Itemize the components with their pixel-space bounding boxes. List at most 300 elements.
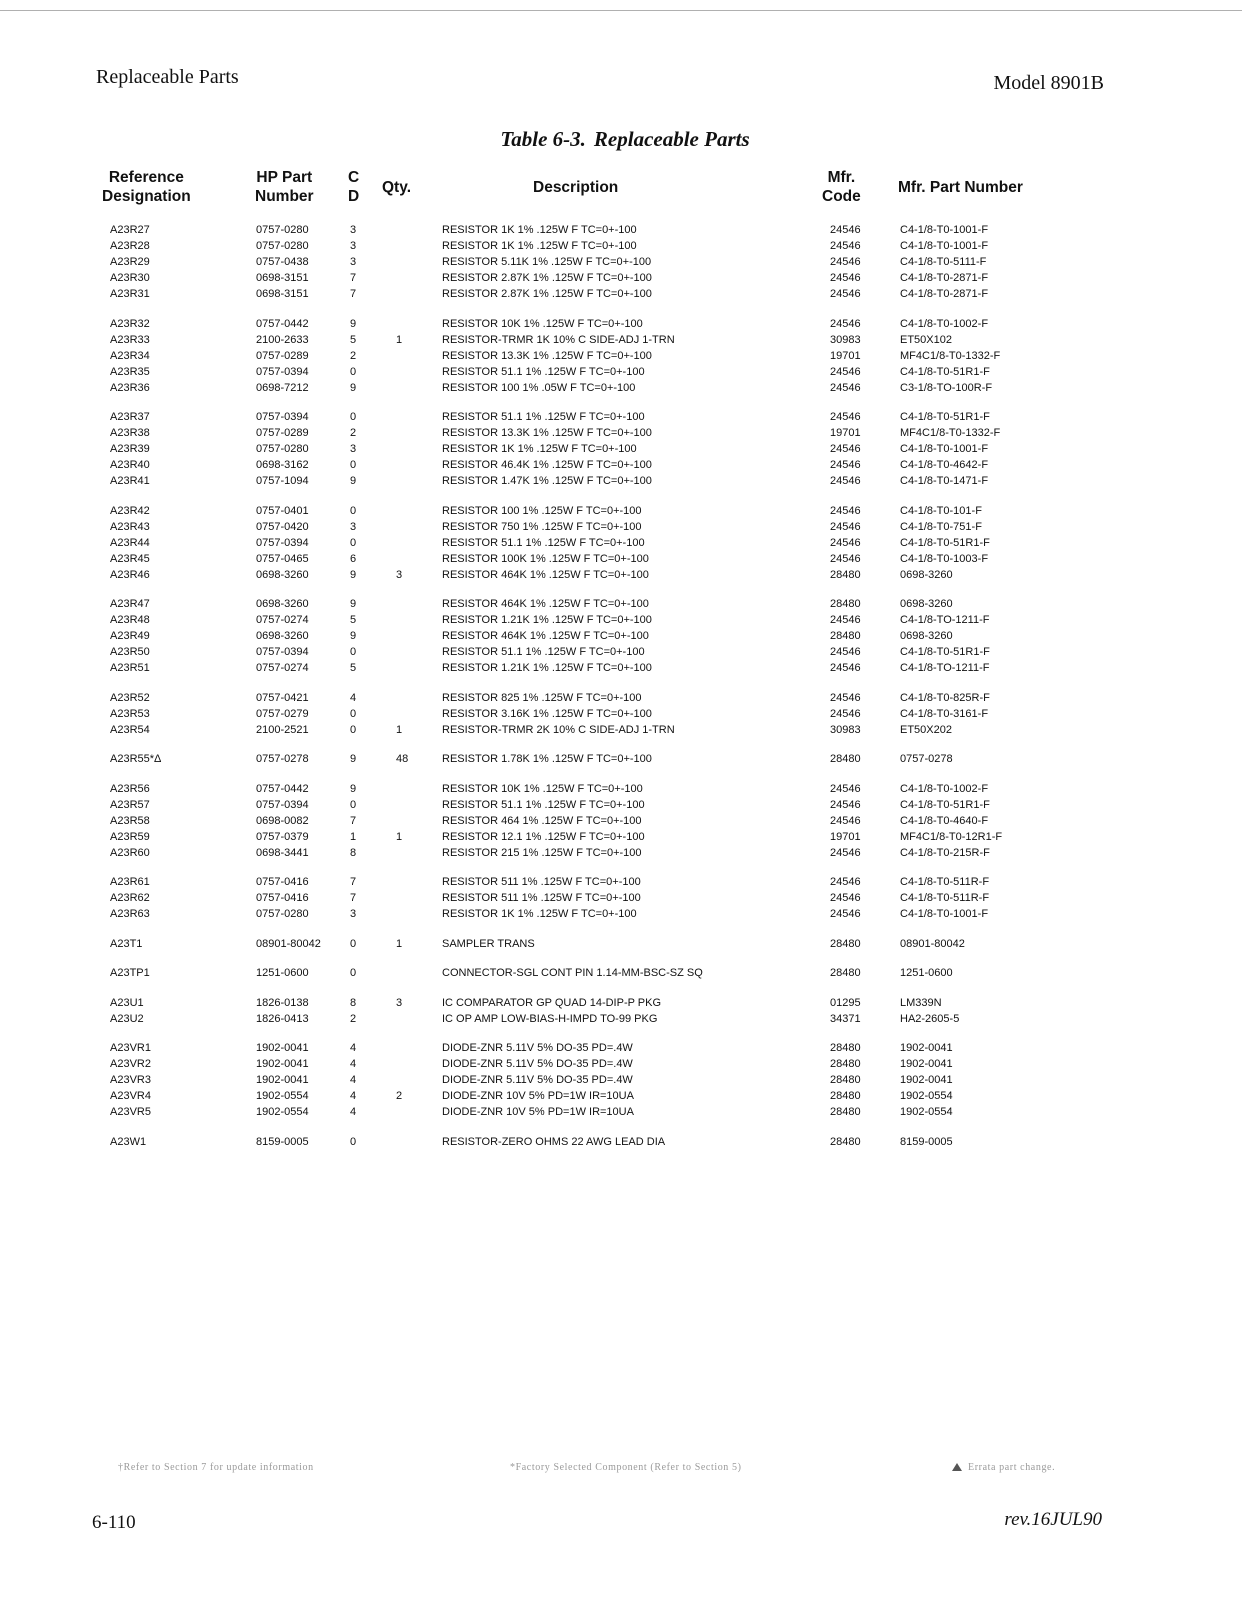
cell-mpn: C4-1/8-T0-1003-F: [900, 552, 989, 565]
cell-mfr: 24546: [830, 846, 861, 859]
cell-ref: A23U2: [110, 1012, 144, 1025]
cell-desc: RESISTOR 100K 1% .125W F TC=0+-100: [442, 552, 649, 565]
cell-ref: A23R39: [110, 443, 150, 455]
cell-cd: 0: [350, 365, 357, 378]
cell-ref: A23VR5: [110, 1106, 151, 1118]
cell-cd: 2: [350, 1012, 357, 1025]
cell-hp: 1902-0041: [256, 1074, 309, 1086]
table-row: [0, 350, 1242, 366]
cell-mfr: 24546: [830, 908, 861, 920]
cell-qty: 48: [396, 753, 409, 765]
cell-cd: 4: [350, 1074, 357, 1086]
cell-mfr: 28480: [830, 967, 861, 979]
cell-hp: 1902-0554: [256, 1090, 309, 1102]
cell-cd: 0: [350, 411, 357, 423]
top-rule: [0, 10, 1242, 11]
cell-hp: 0757-0394: [256, 536, 309, 549]
table-row: [0, 967, 1242, 983]
page-number: 6-110: [92, 1512, 136, 1533]
cell-mfr: 24546: [830, 798, 861, 811]
cell-ref: A23R45: [110, 552, 150, 565]
cell-cd: 0: [350, 536, 357, 549]
cell-mfr: 24546: [830, 646, 861, 658]
table-row: [0, 630, 1242, 646]
cell-desc: IC OP AMP LOW-BIAS-H-IMPD TO-99 PKG: [442, 1012, 658, 1025]
table-row: [0, 443, 1242, 459]
cell-mpn: 8159-0005: [900, 1135, 953, 1148]
cell-ref: A23W1: [110, 1135, 147, 1148]
cell-mpn: C4-1/8-T0-5111-F: [900, 256, 987, 268]
cell-cd: 4: [350, 1058, 357, 1070]
cell-cd: 3: [350, 443, 357, 455]
cell-hp: 0757-0401: [256, 504, 309, 517]
cell-mpn: ET50X202: [900, 723, 952, 736]
cell-hp: 08901-80042: [256, 937, 321, 950]
cell-desc: DIODE-ZNR 5.11V 5% DO-35 PD=.4W: [442, 1042, 633, 1054]
table-row: [0, 614, 1242, 630]
cell-mpn: C4-1/8-T0-511R-F: [900, 892, 990, 904]
cell-cd: 0: [350, 1135, 357, 1148]
table-row: [0, 1013, 1242, 1029]
cell-mpn: C4-1/8-T0-101-F: [900, 504, 982, 517]
cell-mfr: 28480: [830, 1058, 861, 1070]
cell-hp: 0698-3151: [256, 288, 309, 300]
cell-desc: RESISTOR 12.1 1% .125W F TC=0+-100: [442, 830, 645, 843]
table-row: [0, 334, 1242, 350]
cell-mpn: C4-1/8-T0-51R1-F: [900, 646, 990, 658]
cell-desc: RESISTOR 5.11K 1% .125W F TC=0+-100: [442, 256, 652, 268]
cell-mpn: LM339N: [900, 996, 942, 1009]
cell-hp: 0757-0280: [256, 443, 309, 455]
cell-cd: 3: [350, 256, 357, 268]
cell-mfr: 24546: [830, 256, 861, 268]
model-header: Model 8901B: [993, 72, 1104, 94]
cell-ref: A23R62: [110, 892, 150, 904]
cell-mfr: 24546: [830, 381, 861, 394]
cell-cd: 9: [350, 381, 357, 394]
cell-mfr: 28480: [830, 753, 861, 765]
cell-desc: RESISTOR 1.21K 1% .125W F TC=0+-100: [442, 662, 652, 674]
cell-cd: 9: [350, 475, 357, 487]
cell-hp: 0698-3260: [256, 568, 309, 581]
cell-mpn: 1902-0554: [900, 1090, 953, 1102]
table-row: [0, 783, 1242, 799]
cell-desc: RESISTOR 10K 1% .125W F TC=0+-100: [442, 782, 643, 795]
col-header-description: Description: [533, 179, 619, 196]
cell-cd: 5: [350, 333, 357, 346]
cell-hp: 0757-0379: [256, 830, 309, 843]
cell-mpn: C4-1/8-T0-51R1-F: [900, 365, 990, 378]
parts-table: [0, 224, 1242, 1152]
cell-cd: 9: [350, 598, 357, 610]
cell-mfr: 30983: [830, 723, 861, 736]
cell-mfr: 24546: [830, 782, 861, 795]
footnote-factory-selected: *Factory Selected Component (Refer to Section 5): [510, 1462, 742, 1473]
section-header: Replaceable Parts: [96, 66, 239, 88]
cell-cd: 3: [350, 520, 357, 533]
table-row: [0, 505, 1242, 521]
cell-cd: 9: [350, 568, 357, 581]
cell-desc: RESISTOR 511 1% .125W F TC=0+-100: [442, 876, 641, 888]
cell-mpn: 1902-0041: [900, 1058, 953, 1070]
cell-cd: 4: [350, 1042, 357, 1054]
cell-ref: A23R49: [110, 630, 150, 642]
cell-mfr: 34371: [830, 1012, 861, 1025]
cell-hp: 0757-0279: [256, 707, 309, 720]
cell-mfr: 28480: [830, 1090, 861, 1102]
cell-hp: 0757-0420: [256, 520, 309, 533]
cell-ref: A23R57: [110, 798, 150, 811]
cell-ref: A23VR3: [110, 1074, 151, 1086]
table-row: [0, 318, 1242, 334]
cell-desc: RESISTOR 750 1% .125W F TC=0+-100: [442, 520, 642, 533]
cell-hp: 0698-3260: [256, 598, 309, 610]
cell-ref: A23R60: [110, 846, 150, 859]
cell-hp: 0698-3260: [256, 630, 309, 642]
cell-hp: 0757-0416: [256, 876, 309, 888]
table-number: Table 6-3.: [500, 127, 586, 151]
cell-hp: 0757-0438: [256, 256, 309, 268]
cell-desc: RESISTOR 13.3K 1% .125W F TC=0+-100: [442, 349, 652, 362]
delta-icon: [952, 1463, 962, 1471]
cell-cd: 4: [350, 1090, 357, 1102]
cell-ref: A23R38: [110, 427, 150, 439]
revision-date: rev.16JUL90: [1004, 1509, 1102, 1530]
cell-cd: 7: [350, 272, 357, 284]
footnote-errata: Errata part change.: [952, 1462, 1055, 1473]
cell-mfr: 24546: [830, 552, 861, 565]
cell-ref: A23R50: [110, 646, 150, 658]
cell-mpn: C4-1/8-T0-1001-F: [900, 240, 989, 252]
table-row: [0, 1058, 1242, 1074]
cell-desc: RESISTOR 1.21K 1% .125W F TC=0+-100: [442, 614, 652, 626]
table-row: [0, 1074, 1242, 1090]
cell-mfr: 28480: [830, 568, 861, 581]
cell-cd: 4: [350, 691, 357, 704]
cell-mpn: C4-1/8-T0-1001-F: [900, 224, 989, 236]
cell-cd: 9: [350, 753, 357, 765]
cell-desc: RESISTOR 1.47K 1% .125W F TC=0+-100: [442, 475, 652, 487]
cell-ref: A23R36: [110, 381, 150, 394]
cell-hp: 0757-0442: [256, 782, 309, 795]
cell-mfr: 24546: [830, 240, 861, 252]
cell-cd: 8: [350, 996, 357, 1009]
col-header-mfr-code: Mfr. Code: [822, 169, 861, 205]
cell-mpn: 0757-0278: [900, 753, 953, 765]
cell-mfr: 24546: [830, 691, 861, 704]
table-row: [0, 1042, 1242, 1058]
cell-hp: 0757-0394: [256, 411, 309, 423]
cell-mfr: 24546: [830, 459, 861, 471]
cell-desc: DIODE-ZNR 10V 5% PD=1W IR=10UA: [442, 1106, 634, 1118]
table-row: [0, 724, 1242, 740]
table-row: [0, 288, 1242, 304]
table-row: [0, 847, 1242, 863]
cell-desc: RESISTOR 464K 1% .125W F TC=0+-100: [442, 568, 649, 581]
cell-desc: RESISTOR 51.1 1% .125W F TC=0+-100: [442, 798, 645, 811]
cell-ref: A23R47: [110, 598, 150, 610]
cell-mfr: 24546: [830, 520, 861, 533]
cell-mfr: 24546: [830, 707, 861, 720]
cell-hp: 0757-0280: [256, 224, 309, 236]
cell-mpn: C4-1/8-T0-1002-F: [900, 317, 989, 330]
cell-mfr: 24546: [830, 614, 861, 626]
cell-mpn: 1251-0600: [900, 967, 953, 979]
cell-desc: CONNECTOR-SGL CONT PIN 1.14-MM-BSC-SZ SQ: [442, 967, 703, 979]
table-row: [0, 382, 1242, 398]
cell-hp: 0757-0274: [256, 662, 309, 674]
cell-desc: RESISTOR 464 1% .125W F TC=0+-100: [442, 814, 642, 827]
cell-mpn: 08901-80042: [900, 937, 965, 950]
cell-mfr: 28480: [830, 1106, 861, 1118]
cell-mpn: C3-1/8-TO-100R-F: [900, 381, 993, 394]
cell-ref: A23R56: [110, 782, 150, 795]
cell-ref: A23R31: [110, 288, 150, 300]
cell-ref: A23R29: [110, 256, 150, 268]
cell-mpn: C4-1/8-TO-1211-F: [900, 662, 990, 674]
col-header-reference: Reference Designation: [102, 169, 191, 205]
cell-hp: 0757-0465: [256, 552, 309, 565]
cell-ref: A23R51: [110, 662, 150, 674]
cell-mpn: C4-1/8-T0-1001-F: [900, 908, 989, 920]
table-row: [0, 997, 1242, 1013]
cell-desc: RESISTOR 2.87K 1% .125W F TC=0+-100: [442, 288, 652, 300]
table-row: [0, 598, 1242, 614]
cell-cd: 7: [350, 814, 357, 827]
cell-desc: RESISTOR 511 1% .125W F TC=0+-100: [442, 892, 641, 904]
cell-desc: RESISTOR 464K 1% .125W F TC=0+-100: [442, 598, 649, 610]
col-header-cd: C D: [348, 169, 360, 205]
table-row: [0, 1136, 1242, 1152]
table-row: [0, 646, 1242, 662]
table-row: [0, 553, 1242, 569]
cell-desc: RESISTOR-ZERO OHMS 22 AWG LEAD DIA: [442, 1135, 666, 1148]
cell-mfr: 24546: [830, 475, 861, 487]
cell-cd: 9: [350, 317, 357, 330]
cell-hp: 0698-3162: [256, 459, 309, 471]
cell-mpn: 1902-0554: [900, 1106, 953, 1118]
cell-mfr: 24546: [830, 288, 861, 300]
cell-hp: 0757-0442: [256, 317, 309, 330]
table-row: [0, 831, 1242, 847]
col-header-qty: Qty.: [382, 179, 411, 196]
cell-qty: 1: [396, 723, 403, 736]
cell-desc: DIODE-ZNR 5.11V 5% DO-35 PD=.4W: [442, 1074, 633, 1086]
table-row: [0, 475, 1242, 491]
cell-ref: A23R52: [110, 691, 150, 704]
cell-ref: A23R42: [110, 504, 150, 517]
cell-desc: IC COMPARATOR GP QUAD 14-DIP-P PKG: [442, 996, 662, 1009]
cell-mpn: ET50X102: [900, 333, 952, 346]
cell-hp: 1826-0138: [256, 996, 309, 1009]
cell-mpn: C4-1/8-T0-1002-F: [900, 782, 989, 795]
cell-cd: 7: [350, 892, 357, 904]
cell-mpn: C4-1/8-T0-825R-F: [900, 691, 990, 704]
cell-mfr: 01295: [830, 996, 861, 1009]
col-header-mfr-part: Mfr. Part Number: [898, 179, 1023, 196]
table-title: [0, 127, 1242, 152]
cell-mpn: 0698-3260: [900, 598, 953, 610]
cell-ref: A23R58: [110, 814, 150, 827]
cell-mpn: C4-1/8-T0-4642-F: [900, 459, 989, 471]
cell-mpn: C4-1/8-T0-51R1-F: [900, 798, 990, 811]
cell-hp: 0757-0280: [256, 908, 309, 920]
cell-mfr: 24546: [830, 224, 861, 236]
cell-qty: 3: [396, 568, 403, 581]
table-row: [0, 799, 1242, 815]
cell-cd: 5: [350, 662, 357, 674]
cell-qty: 3: [396, 996, 403, 1009]
cell-desc: DIODE-ZNR 10V 5% PD=1W IR=10UA: [442, 1090, 634, 1102]
cell-hp: 0757-0394: [256, 798, 309, 811]
cell-hp: 2100-2633: [256, 333, 309, 346]
cell-desc: RESISTOR 2.87K 1% .125W F TC=0+-100: [442, 272, 652, 284]
cell-mpn: C4-1/8-T0-511R-F: [900, 876, 990, 888]
cell-desc: RESISTOR 1K 1% .125W F TC=0+-100: [442, 224, 637, 236]
cell-mpn: C4-1/8-TO-1211-F: [900, 614, 990, 626]
cell-mfr: 28480: [830, 937, 861, 950]
cell-mpn: C4-1/8-T0-1001-F: [900, 443, 989, 455]
cell-mfr: 24546: [830, 272, 861, 284]
cell-desc: RESISTOR 46.4K 1% .125W F TC=0+-100: [442, 459, 652, 471]
cell-hp: 0757-0394: [256, 646, 309, 658]
cell-mfr: 24546: [830, 662, 861, 674]
cell-cd: 0: [350, 967, 357, 979]
cell-hp: 1251-0600: [256, 967, 309, 979]
cell-cd: 8: [350, 846, 357, 859]
cell-mfr: 24546: [830, 317, 861, 330]
cell-mpn: C4-1/8-T0-751-F: [900, 520, 982, 533]
cell-cd: 2: [350, 427, 357, 439]
table-row: [0, 815, 1242, 831]
cell-qty: 1: [396, 333, 403, 346]
cell-qty: 2: [396, 1090, 403, 1102]
cell-mpn: C4-1/8-T0-4640-F: [900, 814, 989, 827]
cell-ref: A23R30: [110, 272, 150, 284]
col-header-hp-part: HP Part Number: [255, 169, 314, 205]
table-row: [0, 427, 1242, 443]
cell-mpn: C4-1/8-T0-215R-F: [900, 846, 990, 859]
cell-mfr: 19701: [830, 349, 861, 362]
cell-hp: 0757-0289: [256, 349, 309, 362]
cell-desc: RESISTOR 13.3K 1% .125W F TC=0+-100: [442, 427, 652, 439]
cell-mpn: C4-1/8-T0-2871-F: [900, 272, 989, 284]
cell-ref: A23R59: [110, 830, 150, 843]
cell-mpn: C4-1/8-T0-2871-F: [900, 288, 989, 300]
cell-mpn: MF4C1/8-T0-12R1-F: [900, 830, 1003, 843]
cell-cd: 0: [350, 707, 357, 720]
cell-mfr: 28480: [830, 1074, 861, 1086]
cell-desc: RESISTOR-TRMR 1K 10% C SIDE-ADJ 1-TRN: [442, 333, 675, 346]
cell-qty: 1: [396, 937, 403, 950]
cell-cd: 0: [350, 504, 357, 517]
cell-mpn: HA2-2605-5: [900, 1012, 960, 1025]
cell-ref: A23VR2: [110, 1058, 151, 1070]
cell-mfr: 19701: [830, 427, 861, 439]
cell-mfr: 24546: [830, 892, 861, 904]
cell-ref: A23R43: [110, 520, 150, 533]
cell-ref: A23R27: [110, 224, 150, 236]
table-row: [0, 892, 1242, 908]
table-row: [0, 938, 1242, 954]
cell-cd: 5: [350, 614, 357, 626]
table-row: [0, 753, 1242, 769]
cell-mfr: 24546: [830, 504, 861, 517]
cell-desc: RESISTOR 1K 1% .125W F TC=0+-100: [442, 240, 637, 252]
cell-mpn: 1902-0041: [900, 1074, 953, 1086]
cell-mfr: 28480: [830, 598, 861, 610]
cell-cd: 3: [350, 908, 357, 920]
cell-hp: 0698-3151: [256, 272, 309, 284]
cell-hp: 0757-0394: [256, 365, 309, 378]
cell-cd: 3: [350, 240, 357, 252]
cell-cd: 6: [350, 552, 357, 565]
cell-desc: RESISTOR 100 1% .05W F TC=0+-100: [442, 381, 636, 394]
table-row: [0, 256, 1242, 272]
cell-ref: A23U1: [110, 996, 144, 1009]
cell-hp: 0757-0289: [256, 427, 309, 439]
cell-cd: 9: [350, 782, 357, 795]
table-row: [0, 537, 1242, 553]
table-row: [0, 569, 1242, 585]
cell-mpn: 1902-0041: [900, 1042, 953, 1054]
cell-mfr: 28480: [830, 630, 861, 642]
cell-qty: 1: [396, 830, 403, 843]
cell-hp: 0757-0274: [256, 614, 309, 626]
table-row: [0, 366, 1242, 382]
cell-ref: A23VR1: [110, 1042, 151, 1054]
cell-ref: A23R28: [110, 240, 150, 252]
cell-cd: 0: [350, 459, 357, 471]
cell-desc: RESISTOR 51.1 1% .125W F TC=0+-100: [442, 411, 645, 423]
cell-ref: A23R32: [110, 317, 150, 330]
cell-ref: A23R40: [110, 459, 150, 471]
cell-desc: RESISTOR 10K 1% .125W F TC=0+-100: [442, 317, 643, 330]
cell-mfr: 24546: [830, 411, 861, 423]
cell-ref: A23R63: [110, 908, 150, 920]
cell-mfr: 28480: [830, 1042, 861, 1054]
cell-cd: 1: [350, 830, 357, 843]
cell-ref: A23R35: [110, 365, 150, 378]
cell-desc: DIODE-ZNR 5.11V 5% DO-35 PD=.4W: [442, 1058, 633, 1070]
cell-mpn: C4-1/8-T0-51R1-F: [900, 536, 990, 549]
table-row: [0, 692, 1242, 708]
cell-ref: A23R48: [110, 614, 150, 626]
cell-ref: A23R37: [110, 411, 150, 423]
cell-cd: 0: [350, 798, 357, 811]
cell-mpn: MF4C1/8-T0-1332-F: [900, 427, 1001, 439]
cell-cd: 0: [350, 937, 357, 950]
cell-cd: 4: [350, 1106, 357, 1118]
cell-hp: 0698-7212: [256, 381, 309, 394]
cell-mfr: 24546: [830, 876, 861, 888]
cell-ref: A23R61: [110, 876, 150, 888]
cell-hp: 1826-0413: [256, 1012, 309, 1025]
cell-ref: A23R33: [110, 333, 150, 346]
cell-mfr: 30983: [830, 333, 861, 346]
table-row: [0, 1090, 1242, 1106]
cell-hp: 1902-0041: [256, 1042, 309, 1054]
cell-ref: A23R46: [110, 568, 150, 581]
cell-mpn: MF4C1/8-T0-1332-F: [900, 349, 1001, 362]
table-row: [0, 224, 1242, 240]
cell-mfr: 24546: [830, 443, 861, 455]
table-row: [0, 411, 1242, 427]
cell-ref: A23R34: [110, 349, 150, 362]
cell-mfr: 28480: [830, 1135, 861, 1148]
cell-mpn: C4-1/8-T0-1471-F: [900, 475, 989, 487]
cell-mpn: 0698-3260: [900, 630, 953, 642]
